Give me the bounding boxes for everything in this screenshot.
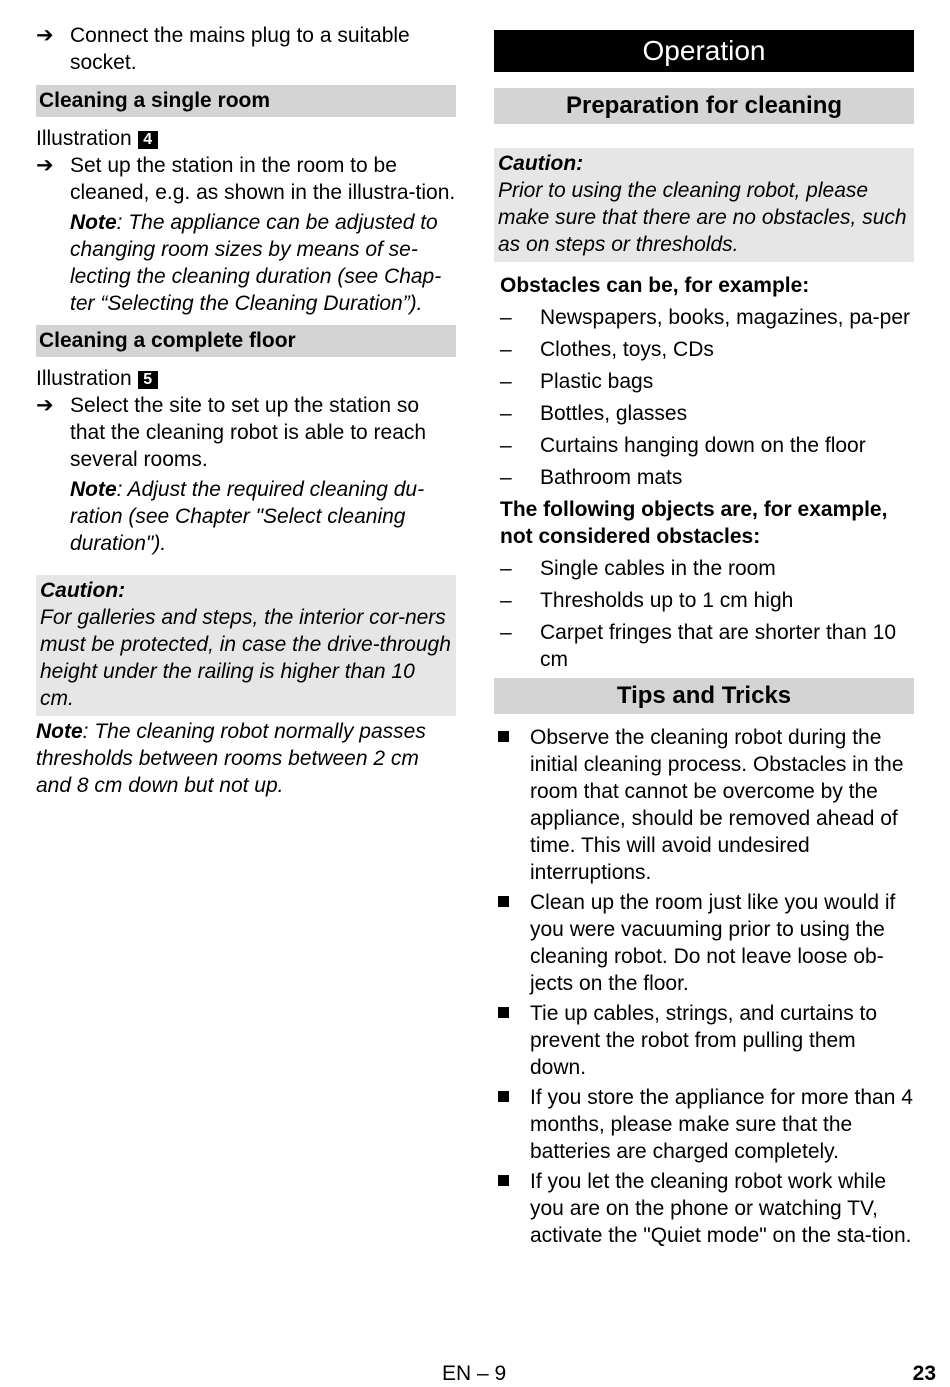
right-column: [494, 22, 914, 1252]
left-column: [36, 22, 456, 799]
list-item: – Bathroom mats: [500, 466, 683, 489]
non-obstacles-heading: The following objects are, for example, not considered obstacles:: [500, 498, 888, 548]
single-room-note: Note: The appliance can be adjusted to changing room sizes by means of se-lecting the cleaning duration (see Chap-ter “Selecting the Cleaning Duration”).: [70, 211, 442, 315]
list-item: Tie up cables, strings, and curtains to prevent the robot from pulling them down.: [494, 1000, 914, 1081]
non-obstacles-list: [494, 555, 914, 673]
list-item: If you let the cleaning robot work while you are on the phone or watching TV, activate the "Quiet mode" on the sta-tion.: [494, 1168, 914, 1249]
complete-floor-step-text: Select the site to set up the station so that the cleaning robot is able to reach several rooms.: [70, 394, 427, 471]
square-bullet-icon: [498, 1007, 509, 1018]
list-item: – Clothes, toys, CDs: [500, 338, 714, 361]
chapter-title: Operation: [494, 30, 914, 72]
caution-text: For galleries and steps, the interior cor-ners must be protected, in case the drive-through height under the railing is higher than 10 cm.: [40, 606, 451, 710]
list-item: – Newspapers, books, magazines, pa-per: [500, 306, 911, 329]
footer-page-number: 23: [912, 1362, 936, 1385]
caution-box-galleries: [36, 575, 456, 716]
list-item: If you store the appliance for more than 4 months, please make sure that the batteries are charged completely.: [494, 1084, 914, 1165]
tips-list: [494, 724, 914, 1249]
list-item: – Plastic bags: [500, 370, 654, 393]
list-item: Observe the cleaning robot during the initial cleaning process. Obstacles in the room that cannot be overcome by the appliance, should be removed ahead of time. This will avoid undesired interruptions.: [494, 724, 914, 886]
illustration-number: 4: [138, 131, 158, 149]
illustration-ref-5: Illustration 5: [36, 365, 456, 392]
caution-box-obstacles: [494, 148, 914, 262]
section-heading-tips: Tips and Tricks: [494, 678, 914, 714]
list-item: – Thresholds up to 1 cm high: [500, 589, 794, 612]
caution-text: Prior to using the cleaning robot, please make sure that there are no obstacles, such as on steps or thresholds.: [498, 179, 907, 256]
section-heading-complete-floor: Cleaning a complete floor: [36, 325, 456, 357]
complete-floor-step: [36, 392, 456, 557]
caution-title: Caution:: [40, 579, 126, 602]
single-room-step: [36, 152, 456, 317]
list-item: – Single cables in the room: [500, 557, 776, 580]
arrow-right-icon: ➔: [36, 154, 54, 177]
list-item: – Curtains hanging down on the floor: [500, 434, 866, 457]
intro-step: [36, 22, 456, 76]
complete-floor-note: Note: Adjust the required cleaning du-ration (see Chapter "Select cleaning duration").: [70, 478, 425, 555]
single-room-step-text: Set up the station in the room to be cleaned, e.g. as shown in the illustra-tion.: [70, 154, 456, 204]
thresholds-note: Note: The cleaning robot normally passes thresholds between rooms between 2 cm and 8 cm down but not up.: [36, 720, 426, 797]
square-bullet-icon: [498, 1091, 509, 1102]
illustration-number: 5: [138, 371, 158, 389]
obstacles-heading: Obstacles can be, for example:: [500, 274, 810, 297]
arrow-right-icon: ➔: [36, 394, 54, 417]
square-bullet-icon: [498, 731, 509, 742]
intro-step-text: Connect the mains plug to a suitable socket.: [70, 24, 410, 74]
list-item: – Bottles, glasses: [500, 402, 688, 425]
list-item: Clean up the room just like you would if you were vacuuming prior to using the cleaning robot. Do not leave loose ob-jects on the floor.: [494, 889, 914, 997]
list-item: – Carpet fringes that are shorter than 10 cm: [500, 621, 897, 671]
caution-title: Caution:: [498, 152, 584, 175]
illustration-ref-4: Illustration 4: [36, 125, 456, 152]
section-heading-preparation: Preparation for cleaning: [494, 88, 914, 124]
arrow-right-icon: ➔: [36, 24, 54, 47]
obstacles-list: [494, 304, 914, 491]
square-bullet-icon: [498, 896, 509, 907]
section-heading-single-room: Cleaning a single room: [36, 85, 456, 117]
square-bullet-icon: [498, 1175, 509, 1186]
footer-language-page: EN – 9: [442, 1362, 507, 1385]
